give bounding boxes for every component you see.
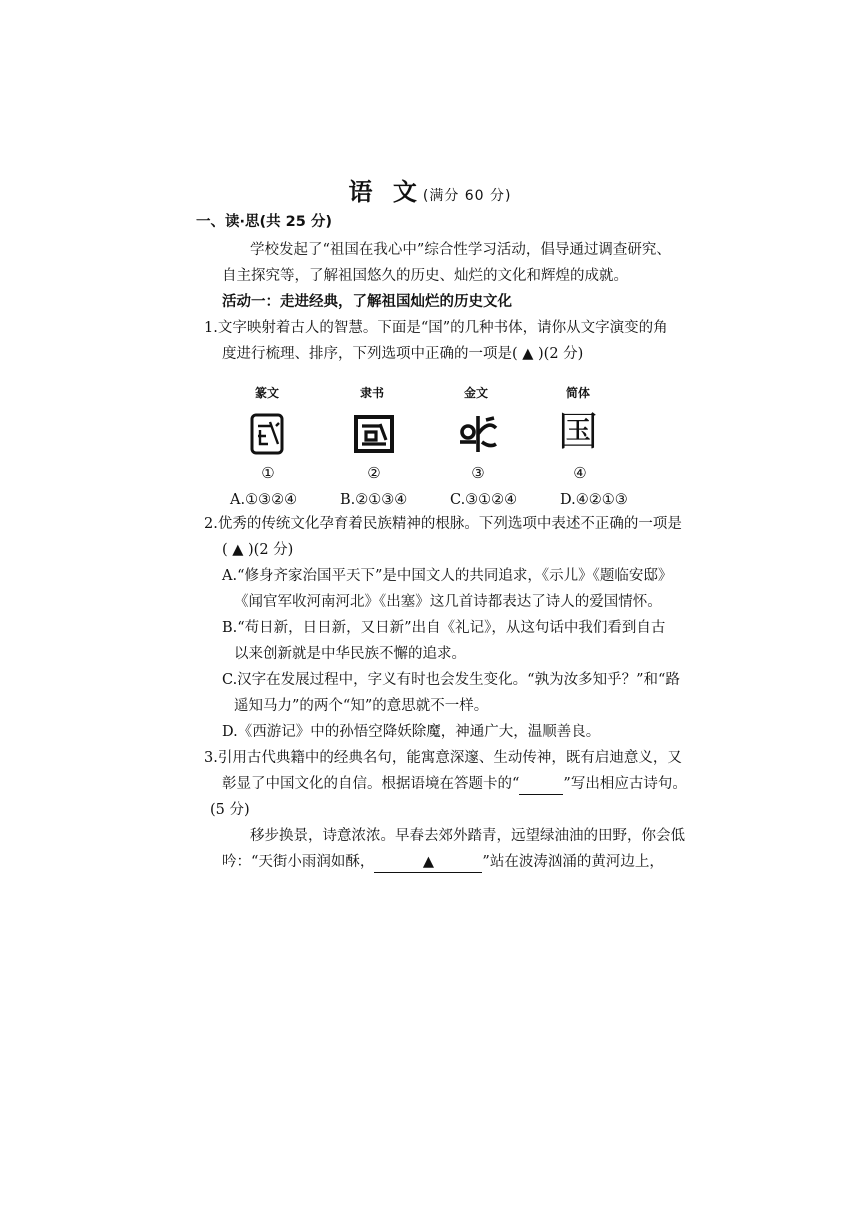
q1-option-b: B.②①③④ bbox=[340, 492, 408, 508]
q1-line-2: 度进行梳理、排序，下列选项中正确的一项是( ▲ )(2 分) bbox=[222, 346, 584, 362]
q3-score: (5 分) bbox=[210, 802, 250, 818]
full-score: (满分 60 分) bbox=[422, 188, 512, 204]
q2-line-1: 2.优秀的传统文化孕育着民族精神的根脉。下列选项中表述不正确的一项是 bbox=[204, 516, 682, 532]
q3-passage-line-2 bbox=[222, 852, 664, 873]
q3-line-2-tail: ”写出相应古诗句。 bbox=[563, 776, 687, 792]
q2-option-c-2: 遥知马力”的两个“知”的意思就不一样。 bbox=[234, 698, 489, 714]
intro-line-2: 自主探究等，了解祖国悠久的历史、灿烂的文化和辉煌的成就。 bbox=[222, 268, 628, 284]
activity-heading: 活动一：走进经典，了解祖国灿烂的历史文化 bbox=[222, 294, 512, 310]
q3-passage-tail: ”站在波涛汹涌的黄河边上， bbox=[482, 854, 664, 870]
script-number-3: ③ bbox=[471, 464, 485, 482]
script-number-1: ① bbox=[261, 464, 275, 482]
script-number-4: ④ bbox=[573, 464, 587, 482]
q2-line-2: ( ▲ )(2 分) bbox=[222, 542, 294, 558]
q2-option-a-1: A.“修身齐家治国平天下”是中国文人的共同追求，《示儿》《题临安邸》 bbox=[222, 568, 673, 584]
simplified-guo-char: 国 bbox=[558, 409, 598, 455]
intro-line-1: 学校发起了“祖国在我心中”综合性学习活动，倡导通过调查研究、 bbox=[250, 242, 671, 258]
q1-option-c: C.③①②④ bbox=[450, 492, 518, 508]
q2-option-d: D.《西游记》中的孙悟空降妖除魔，神通广大，温顺善良。 bbox=[222, 724, 601, 740]
seal-script-guo-image bbox=[246, 412, 290, 456]
script-label-seal: 篆文 bbox=[254, 386, 279, 400]
section-heading: 一、读·思(共 25 分) bbox=[196, 214, 333, 230]
q2-option-a-2: 《闻官军收河南河北》《出塞》这几首诗都表达了诗人的爱国情怀。 bbox=[234, 594, 662, 610]
script-label-bronze: 金文 bbox=[463, 386, 488, 400]
q3-line-2-text: 彰显了中国文化的自信。根据语境在答题卡的“ bbox=[222, 776, 520, 792]
q1-line-1: 1.文字映射着古人的智慧。下面是“国”的几种书体，请你从文字演变的角 bbox=[204, 320, 668, 336]
q3-line-1: 3.引用古代典籍中的经典名句，能寓意深邃、生动传神，既有启迪意义，又 bbox=[204, 750, 682, 766]
q1-option-d: D.④②①③ bbox=[560, 492, 628, 508]
q1-option-a: A.①③②④ bbox=[230, 492, 298, 508]
triangle-marker: ▲ bbox=[422, 854, 434, 870]
exam-title bbox=[0, 172, 860, 207]
q2-option-b-1: B.“苟日新，日日新，又日新”出自《礼记》，从这句话中我们看到自古 bbox=[222, 620, 666, 636]
bronze-script-guo-image bbox=[456, 412, 500, 456]
script-number-2: ② bbox=[367, 464, 381, 482]
q3-inline-blank bbox=[519, 774, 563, 795]
q3-passage-line-1: 移步换景，诗意浓浓。早春去郊外踏青，远望绿油油的田野，你会低 bbox=[250, 828, 685, 844]
q2-option-b-2: 以来创新就是中华民族不懈的追求。 bbox=[234, 646, 466, 662]
script-label-clerical: 隶书 bbox=[359, 386, 384, 400]
subject-title: 语 文 bbox=[348, 178, 423, 206]
clerical-script-guo-image bbox=[352, 412, 396, 456]
script-label-simplified: 简体 bbox=[565, 386, 590, 400]
q3-passage-quote: 吟：“天街小雨润如酥， bbox=[222, 854, 375, 870]
q2-option-c-1: C.汉字在发展过程中，字义有时也会发生变化。“孰为汝多知乎？”和“路 bbox=[222, 672, 680, 688]
q3-line-2 bbox=[222, 774, 687, 795]
q3-answer-blank[interactable] bbox=[374, 852, 482, 873]
